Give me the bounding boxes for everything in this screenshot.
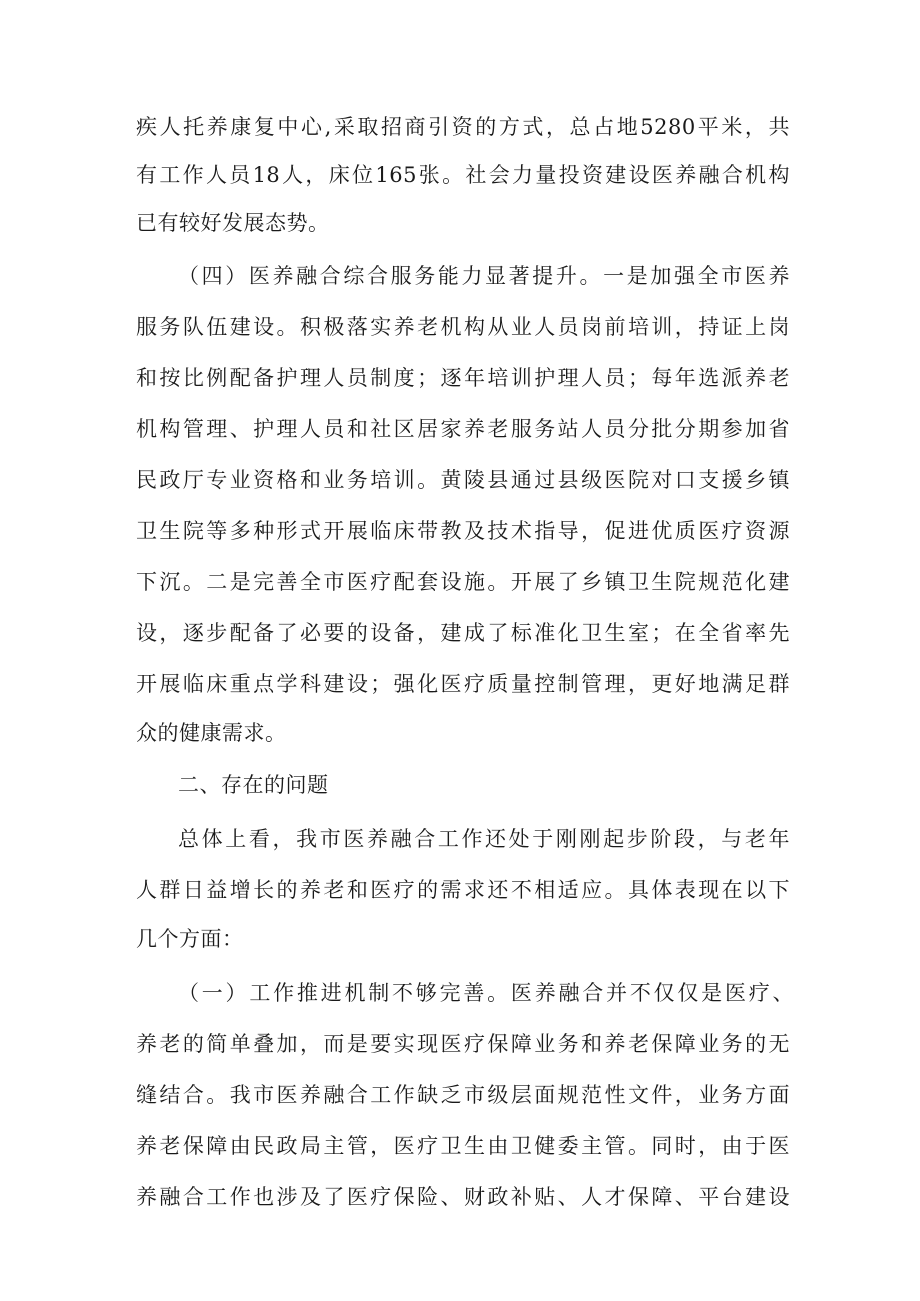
section-heading: 二、存在的问题 [178,773,329,797]
paragraph-line: 下沉。二是完善全市医疗配套设施。开展了乡镇卫生院规范化建 [136,570,790,594]
paragraph-line: 和按比例配备护理人员制度；逐年培训护理人员；每年选派养老 [136,366,790,390]
paragraph-line: 几个方面： [136,927,244,951]
paragraph-line: 服务队伍建设。积极落实养老机构从业人员岗前培训，持证上岗 [136,315,790,339]
paragraph-line: （一）工作推进机制不够完善。医养融合并不仅仅是医疗、 [178,981,794,1005]
paragraph-line: 有工作人员18人，床位165张。社会力量投资建设医养融合机构 [136,163,790,187]
paragraph-line: （四）医养融合综合服务能力显著提升。一是加强全市医养 [178,264,790,288]
paragraph-line: 总体上看，我市医养融合工作还处于刚刚起步阶段，与老年 [178,827,790,851]
paragraph-line: 养老保障由民政局主管，医疗卫生由卫健委主管。同时，由于医 [136,1134,790,1158]
paragraph-line: 民政厅专业资格和业务培训。黄陵县通过县级医院对口支援乡镇 [136,468,790,492]
paragraph-line: 养融合工作也涉及了医疗保险、财政补贴、人才保障、平台建设 [136,1185,790,1209]
paragraph-line: 机构管理、护理人员和社区居家养老服务站人员分批分期参加省 [136,417,790,441]
paragraph-line: 卫生院等多种形式开展临床带教及技术指导，促进优质医疗资源 [136,519,790,543]
paragraph-line: 已有较好发展态势。 [136,211,330,235]
paragraph-line: 设，逐步配备了必要的设备，建成了标准化卫生室；在全省率先 [136,621,790,645]
paragraph-line: 开展临床重点学科建设；强化医疗质量控制管理，更好地满足群 [136,672,790,696]
paragraph-line: 人群日益增长的养老和医疗的需求还不相适应。具体表现在以下 [136,878,790,902]
paragraph-line: 养老的简单叠加，而是要实现医疗保障业务和养老保障业务的无 [136,1032,790,1056]
paragraph-line: 疾人托养康复中心,采取招商引资的方式，总占地5280平米，共 [136,115,790,139]
paragraph-line: 缝结合。我市医养融合工作缺乏市级层面规范性文件，业务方面 [136,1083,790,1107]
paragraph-line: 众的健康需求。 [136,721,287,745]
